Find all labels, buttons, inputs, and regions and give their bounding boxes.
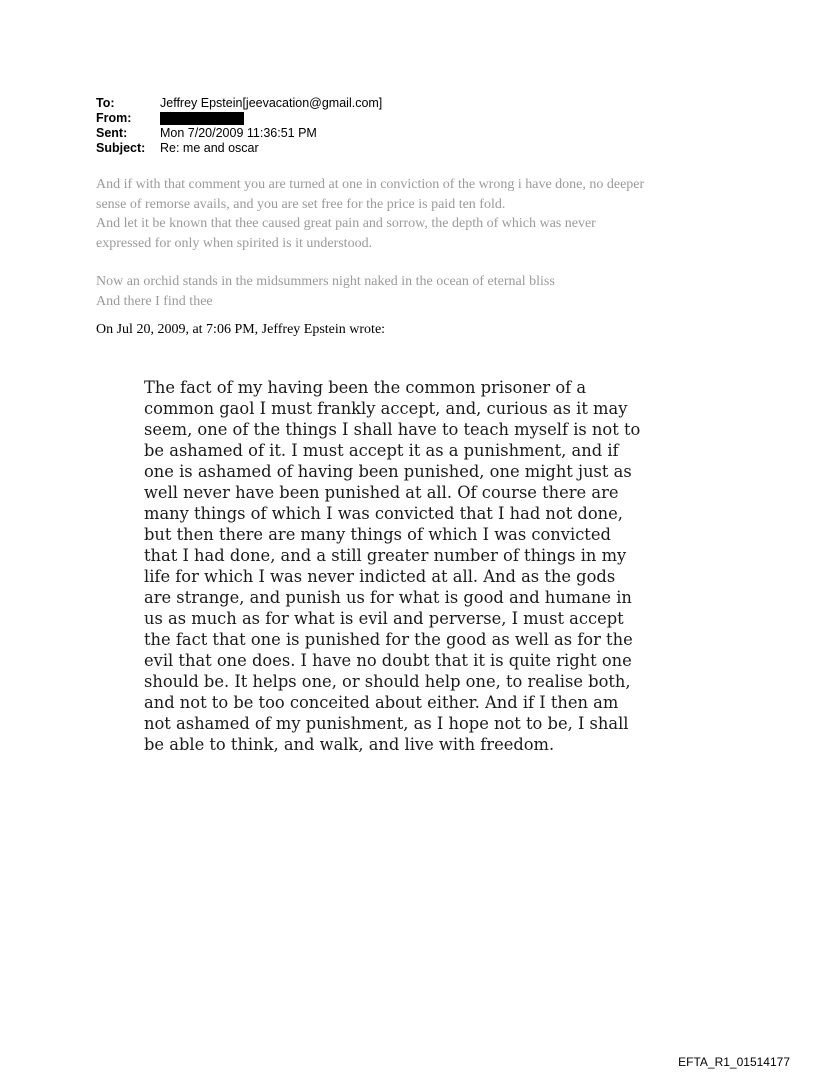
document-id: EFTA_R1_01514177	[678, 1055, 790, 1069]
quote-line: many things of which I was convicted that I had not done,	[144, 504, 623, 523]
reply-paragraph	[96, 175, 736, 253]
quoted-passage	[144, 377, 679, 755]
quote-line: common gaol I must frankly accept, and, curious as it may	[144, 399, 628, 418]
from-row	[96, 111, 736, 126]
quote-attribution: On Jul 20, 2009, at 7:06 PM, Jeffrey Epstein wrote:	[96, 322, 386, 337]
sent-value: Mon 7/20/2009 11:36:51 PM	[160, 126, 317, 140]
email-header	[96, 96, 736, 156]
quote-line: are strange, and punish us for what is good and humane in	[144, 588, 632, 607]
quote-line: that I had done, and a still greater number of things in my	[144, 546, 627, 565]
quote-line: The fact of my having been the common prisoner of a	[144, 378, 587, 397]
quote-line: well never have been punished at all. Of course there are	[144, 483, 619, 502]
quote-line: be able to think, and walk, and live with freedom.	[144, 735, 555, 754]
quote-line: not ashamed of my punishment, as I hope not to be, I shall	[144, 714, 629, 733]
quote-line: should be. It helps one, or should help one, to realise both,	[144, 672, 631, 691]
to-label: To:	[96, 96, 115, 110]
reply-line: And there I find thee	[96, 293, 213, 309]
quote-line: evil that one does. I have no doubt that it is quite right one	[144, 651, 632, 670]
subject-value: Re: me and oscar	[160, 141, 259, 155]
quote-line: us as much as for what is evil and perverse, I must accept	[144, 609, 624, 628]
reply-line: Now an orchid stands in the midsummers night naked in the ocean of eternal bliss	[96, 274, 555, 289]
quote-line: seem, one of the things I shall have to teach myself is not to	[144, 420, 641, 439]
reply-line: sense of remorse avails, and you are set free for the price is paid ten fold.	[96, 196, 506, 212]
quote-line: the fact that one is punished for the good as well as for the	[144, 630, 633, 649]
quote-line: life for which I was never indicted at all. And as the gods	[144, 567, 616, 586]
quote-line: but then there are many things of which I was convicted	[144, 525, 611, 544]
quote-line: be ashamed of it. I must accept it as a punishment, and if	[144, 441, 619, 460]
from-label: From:	[96, 111, 132, 125]
subject-label: Subject:	[96, 141, 146, 155]
reply-line: And if with that comment you are turned at one in conviction of the wrong i have done, no deeper	[96, 177, 645, 192]
subject-row	[96, 141, 736, 156]
reply-paragraph	[96, 272, 736, 311]
sent-row	[96, 126, 736, 141]
reply-line: expressed for only when spirited is it understood.	[96, 235, 373, 251]
quote-line: and not to be too conceited about either. And if I then am	[144, 693, 619, 712]
to-row	[96, 96, 736, 111]
sent-label: Sent:	[96, 126, 128, 140]
redaction-block	[160, 112, 244, 125]
reply-line: And let it be known that thee caused great pain and sorrow, the depth of which was never	[96, 216, 596, 231]
reply-body	[96, 175, 736, 311]
to-value: Jeffrey Epstein[jeevacation@gmail.com]	[160, 96, 383, 110]
quote-line: one is ashamed of having been punished, one might just as	[144, 462, 632, 481]
